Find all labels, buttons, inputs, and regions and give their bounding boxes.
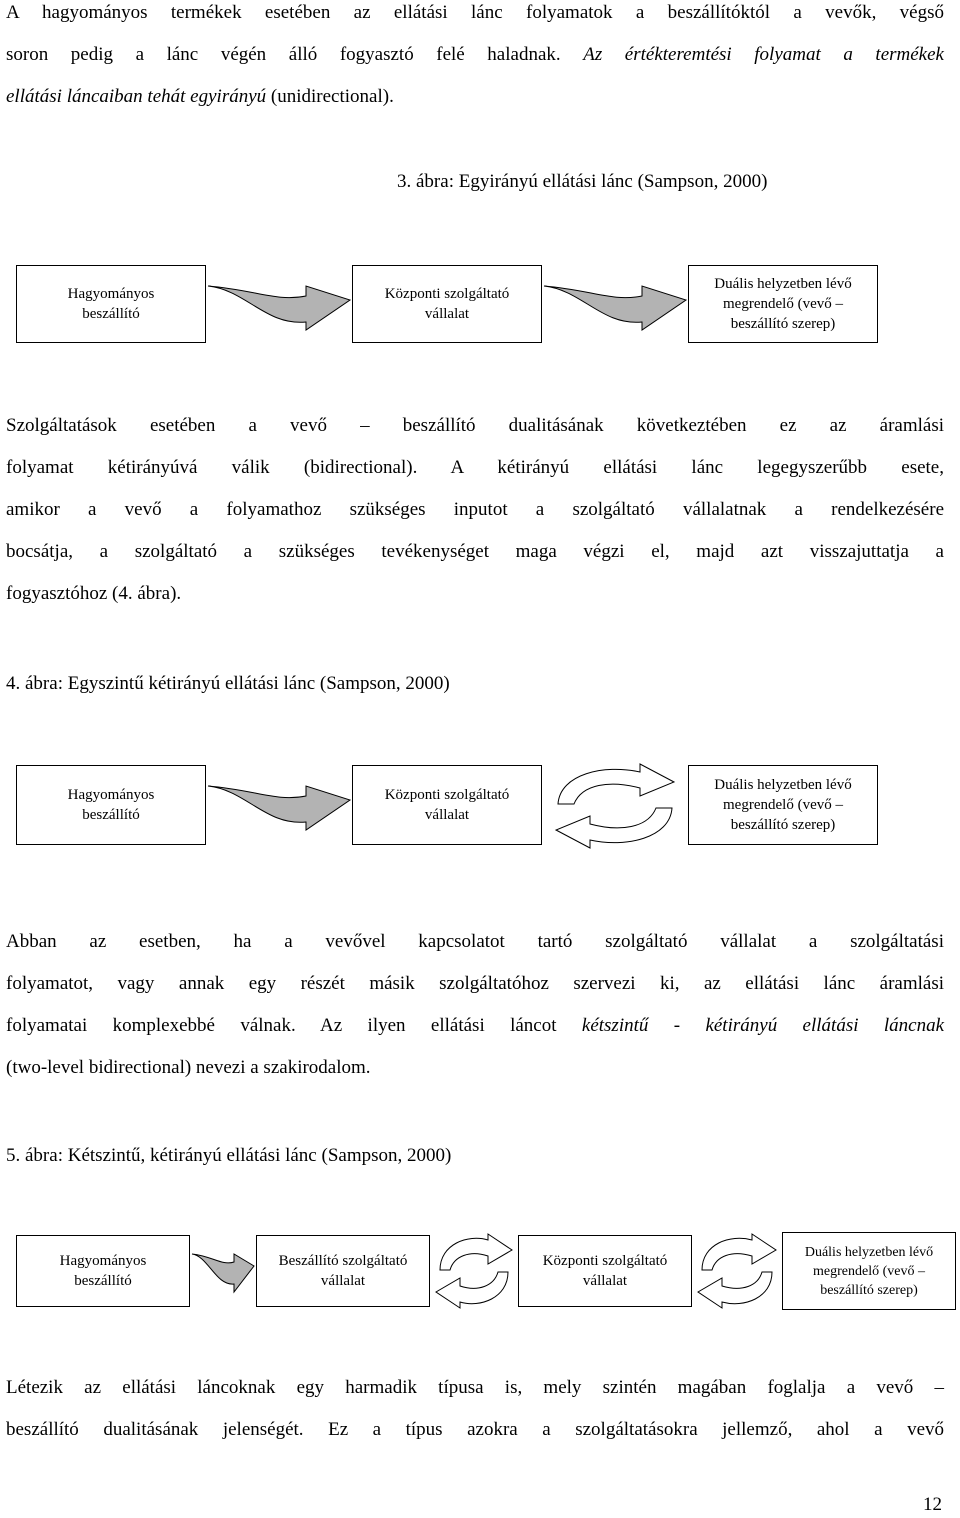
- intro-line-3a: ellátási láncaiban tehát egyirányú: [6, 86, 267, 107]
- figure5-caption: 5. ábra: Kétszintű, kétirányú ellátási lánc (Sampson, 2000): [6, 1145, 452, 1166]
- fig5-box-supplier: Hagyományos beszállító: [16, 1235, 190, 1307]
- para2-line-3: amikor a vevő a folyamathoz szükséges inputot a szolgáltató vállalatnak a rendelkezésére: [6, 499, 944, 520]
- para3-line-3a: folyamatai komplexebbé válnak. Az ilyen ellátási láncot: [6, 1015, 582, 1036]
- fig5-circular-arrows-2-icon: [694, 1232, 780, 1310]
- fig4-box-supplier: Hagyományos beszállító: [16, 765, 206, 845]
- fig5-box-central: Központi szolgáltató vállalat: [518, 1235, 692, 1307]
- para4-line-1: Létezik az ellátási láncoknak egy harmadik típusa is, mely szintén magában foglalja a vevő –: [6, 1377, 944, 1398]
- para2-line-2: folyamat kétirányúvá válik (bidirectional). A kétirányú ellátási lánc legegyszerűbb esete,: [6, 457, 944, 478]
- fig4-box-dual: Duális helyzetben lévő megrendelő (vevő – beszállító szerep): [688, 765, 878, 845]
- para2-line-4: bocsátja, a szolgáltató a szükséges tevékenységet maga végzi el, majd azt visszajuttatja a: [6, 541, 944, 562]
- page-number: 12: [923, 1494, 942, 1515]
- para2-line-5: fogyasztóhoz (4. ábra).: [6, 583, 182, 604]
- para3-line-2: folyamatot, vagy annak egy részét másik szolgáltatóhoz szervezi ki, az ellátási lánc áramlási: [6, 973, 944, 994]
- figure4-caption: 4. ábra: Egyszintű kétirányú ellátási lánc (Sampson, 2000): [6, 673, 450, 694]
- figure3-caption: 3. ábra: Egyirányú ellátási lánc (Sampson, 2000): [397, 171, 768, 192]
- intro-line-2a: soron pedig a lánc végén álló fogyasztó felé haladnak.: [6, 44, 584, 65]
- fig3-box-supplier: Hagyományos beszállító: [16, 265, 206, 343]
- fig4-box-central: Központi szolgáltató vállalat: [352, 765, 542, 845]
- fig4-circular-arrows-icon: [544, 762, 686, 850]
- fig3-curved-arrow-2-icon: [542, 282, 688, 332]
- intro-line-1: A hagyományos termékek esetében az ellátási lánc folyamatok a beszállítóktól a vevők, végső: [6, 2, 944, 23]
- fig5-box-dual: Duális helyzetben lévő megrendelő (vevő – beszállító szerep): [782, 1232, 956, 1310]
- fig3-box-dual: Duális helyzetben lévő megrendelő (vevő – beszállító szerep): [688, 265, 878, 343]
- fig3-curved-arrow-1-icon: [206, 282, 352, 332]
- intro-line-3b: (unidirectional).: [266, 86, 394, 107]
- intro-line-2b: Az értékteremtési folyamat a termékek: [583, 44, 944, 65]
- fig5-box-supplier-service: Beszállító szolgáltató vállalat: [256, 1235, 430, 1307]
- para3-line-4: (two-level bidirectional) nevezi a szakirodalom.: [6, 1057, 371, 1078]
- para2-line-1: Szolgáltatások esetében a vevő – beszállító dualitásának következtében ez az áramlási: [6, 415, 944, 436]
- para3-line-3b: kétszintű - kétirányú ellátási láncnak: [581, 1015, 945, 1036]
- fig4-curved-arrow-icon: [206, 782, 352, 832]
- para3-line-1: Abban az esetben, ha a vevővel kapcsolatot tartó szolgáltató vállalat a szolgáltatási: [6, 931, 944, 952]
- para4-line-2: beszállító dualitásának jelenségét. Ez a típus azokra a szolgáltatásokra jellemző, ahol a vevő: [6, 1419, 944, 1440]
- fig3-box-central: Központi szolgáltató vállalat: [352, 265, 542, 343]
- fig5-circular-arrows-1-icon: [432, 1232, 516, 1310]
- fig5-curved-arrow-icon: [190, 1250, 256, 1294]
